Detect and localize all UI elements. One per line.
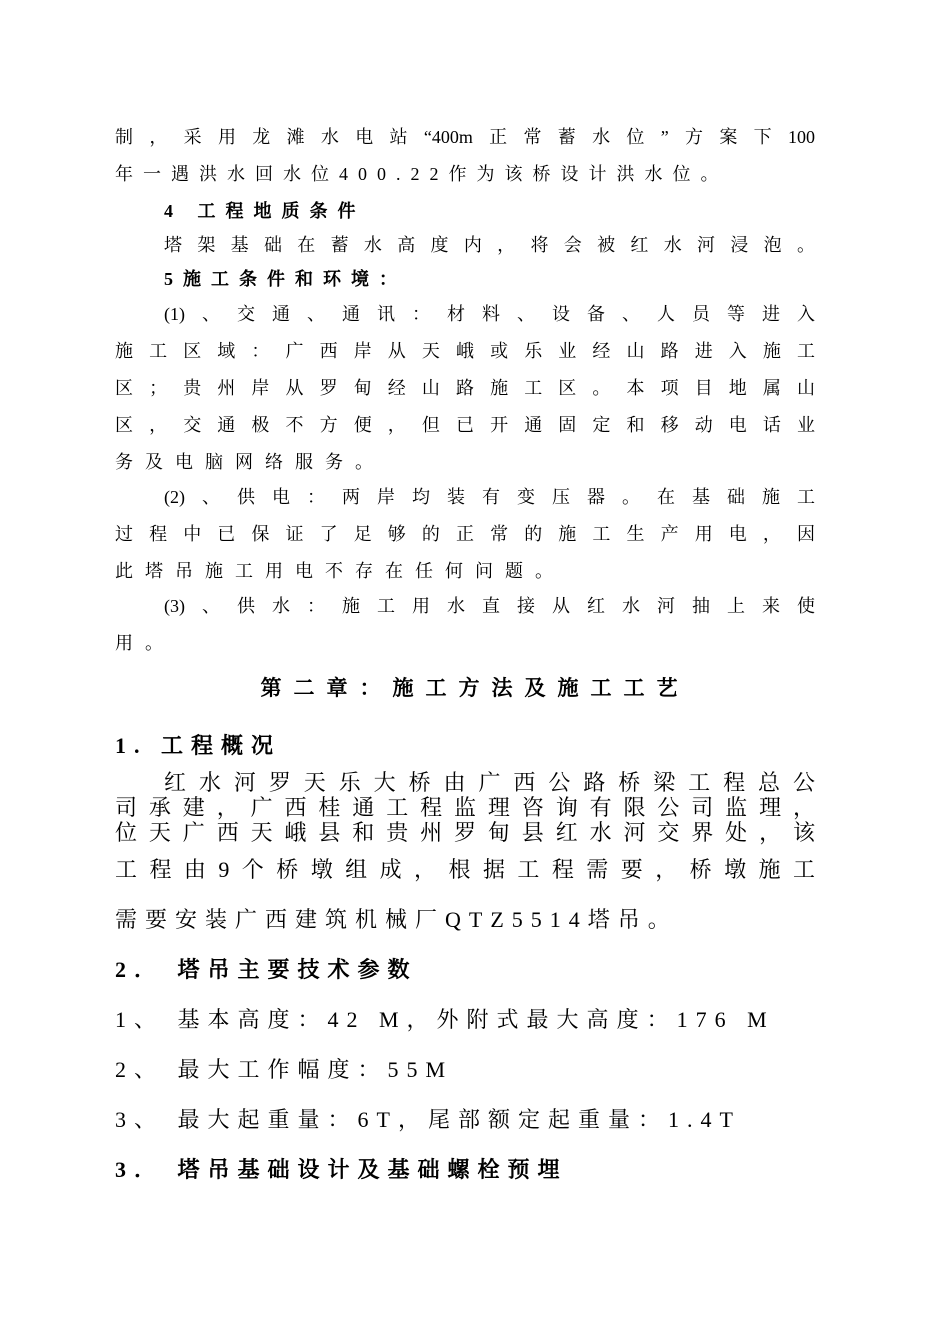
section-heading-conditions: 5施工条件和环境： [164,269,407,289]
section-heading-geology: 4 工程地质条件 [164,201,366,221]
body-line: 过程中已保证了足够的正常的施工生产用电，因 [115,524,815,544]
body-line: 务及电脑网络服务。 [115,452,385,472]
body-line: 工程由9个桥墩组成，根据工程需要，桥墩施工 [115,857,815,882]
body-line: 塔架基础在蓄水高度内，将会被红水河浸泡。 [164,235,815,255]
body-line: 位天广西天峨县和贵州罗甸县红水河交界处，该 [115,820,815,845]
section-heading-parameters: 2． 塔吊主要技术参数 [115,957,418,982]
body-line: (1)、交通、通讯：材料、设备、人员等进入 [164,304,815,324]
section-heading-overview: 1. 工程概况 [115,733,282,758]
body-line: 需要安装广西建筑机械厂QTZ5514塔吊。 [115,907,678,932]
body-line: 施工区域：广西岸从天峨或乐业经山路进入施工 [115,341,815,361]
body-line: 区；贵州岸从罗甸经山路施工区。本项目地属山 [115,378,815,398]
body-line: 红水河罗天乐大桥由广西公路桥梁工程总公 [164,770,815,795]
parameter-item: 2、 最大工作幅度：55M [115,1057,454,1082]
body-line: 制，采用龙滩水电站“400m正常蓄水位”方案下100 [115,127,815,147]
body-line: 用。 [115,633,175,653]
section-heading-foundation: 3． 塔吊基础设计及基础螺栓预埋 [115,1157,568,1182]
body-line: 司承建，广西桂通工程监理咨询有限公司监理， [115,795,815,820]
body-line: 此塔吊施工用电不存在任何问题。 [115,561,565,581]
chapter-title: 第二章：施工方法及施工工艺 [260,676,690,700]
body-line: 区，交通极不方便，但已开通固定和移动电话业 [115,415,815,435]
body-line: 年一遇洪水回水位400.22作为该桥设计洪水位。 [115,164,729,184]
parameter-item: 1、 基本高度：42 M，外附式最大高度：176 M [115,1007,775,1032]
body-line: (2)、供电：两岸均装有变压器。在基础施工 [164,487,815,507]
body-line: (3)、供水：施工用水直接从红水河抽上来使 [164,596,815,616]
parameter-item: 3、 最大起重量：6T，尾部额定起重量：1.4T [115,1107,741,1132]
